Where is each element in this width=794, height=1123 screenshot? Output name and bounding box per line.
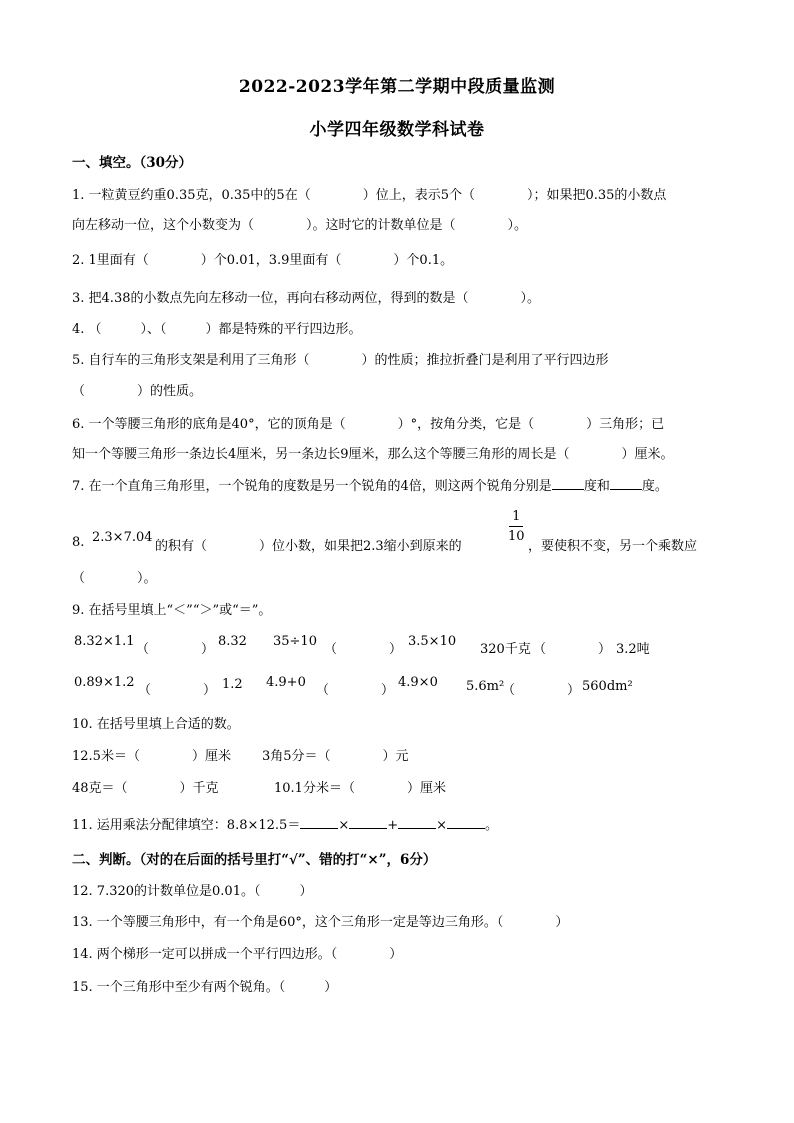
answer-blank[interactable] [398,816,436,829]
question-7-end: 度。 [641,479,668,494]
compare-4-left: 0.89×1.2 [74,675,135,690]
compare-6-blank[interactable]: （ ） [502,683,581,698]
answer-blank[interactable] [552,477,584,490]
question-1-line-1: 1. 一粒黄豆约重0.35克，0.35中的5在（ ）位上，表示5个（ ）；如果把0.35的小数点 [72,188,667,203]
question-7-mid: 度和 [583,479,610,494]
compare-6-left: 5.6m² [466,679,505,694]
question-6-line-1: 6. 一个等腰三角形的底角是40°，它的顶角是（ ）°，按角分类，它是（ ）三角形；已 [72,417,665,432]
question-10: 10. 在括号里填上合适的数。 [72,717,240,732]
question-12: 12. 7.320的计数单位是0.01。（ ） [72,884,313,899]
conversion-decimeters[interactable]: 10.1分米＝（ ）厘米 [274,781,446,796]
question-11 [72,814,498,833]
compare-2-right: 3.5×10 [408,634,457,649]
compare-4-right: 1.2 [222,677,243,692]
compare-3-right: 3.2吨 [616,642,650,657]
times-sign: × [338,818,350,833]
period: 。 [485,818,499,833]
fraction-denominator: 10 [508,529,525,544]
question-3: 3. 把4.38的小数点先向左移动一位，再向右移动两位，得到的数是（ ）。 [72,291,540,306]
question-5-line-2: （ ）的性质。 [72,384,203,399]
fraction-numerator: 1 [512,509,521,524]
plus-sign: + [387,818,399,833]
fraction-bar [509,526,523,527]
compare-2-blank[interactable]: （ ） [324,642,403,657]
question-15: 15. 一个三角形中至少有两个锐角。（ ） [72,980,338,995]
compare-5-left: 4.9+0 [266,675,306,690]
question-8-line-2: （ ）。 [72,571,157,586]
compare-5-blank[interactable]: （ ） [316,683,395,698]
compare-1-blank[interactable]: （ ） [136,642,215,657]
question-8-text-b: ，要使积不变，另一个乘数应 [528,539,698,554]
compare-4-blank[interactable]: （ ） [138,683,217,698]
times-sign: × [436,818,448,833]
conversion-jiao[interactable]: 3角5分＝（ ）元 [262,749,409,764]
compare-1-right: 8.32 [218,634,247,649]
question-6-line-2: 知一个等腰三角形一条边长4厘米，另一条边长9厘米，那么这个等腰三角形的周长是（ ）厘米。 [72,447,674,462]
answer-blank[interactable] [349,816,387,829]
compare-3-left: 320千克 [480,642,531,657]
answer-blank[interactable] [610,477,642,490]
question-7-text: 7. 在一个直角三角形里，一个锐角的度数是另一个锐角的4倍，则这两个锐角分别是 [72,479,552,494]
question-5-line-1: 5. 自行车的三角形支架是利用了三角形（ ）的性质；推拉折叠门是利用了平行四边形 [72,353,609,368]
conversion-meters[interactable]: 12.5米＝（ ）厘米 [72,749,231,764]
question-4: 4. （ ）、（ ）都是特殊的平行四边形。 [72,322,362,337]
exam-title: 2022-2023学年第二学期中段质量监测 [238,77,556,97]
question-7 [72,475,668,494]
compare-3-blank[interactable]: （ ） [533,642,612,657]
question-9: 9. 在括号里填上“＜”“＞”或“＝”。 [72,603,272,618]
question-8-expression: 2.3×7.04 [92,530,153,545]
question-8-number: 8. [72,535,85,550]
exam-subtitle: 小学四年级数学科试卷 [309,120,485,140]
question-13: 13. 一个等腰三角形中，有一个角是60°，这个三角形一定是等边三角形。（ ） [72,915,569,930]
question-8-text-a: 的积有（ ）位小数，如果把2.3缩小到原来的 [155,539,462,554]
conversion-grams[interactable]: 48克＝（ ）千克 [72,781,219,796]
answer-blank[interactable] [300,816,338,829]
compare-2-left: 35÷10 [273,634,317,649]
question-14: 14. 两个梯形一定可以拼成一个平行四边形。（ ） [72,947,403,962]
answer-blank[interactable] [447,816,485,829]
compare-5-right: 4.9×0 [398,675,438,690]
question-1-line-2: 向左移动一位，这个小数变为（ ）。这时它的计数单位是（ ）。 [72,218,528,233]
compare-1-left: 8.32×1.1 [74,634,135,649]
section-fill-in-heading: 一、填空。（30分） [72,155,193,171]
question-11-text: 11. 运用乘法分配律填空：8.8×12.5＝ [72,818,301,833]
compare-6-right: 560dm² [582,679,633,694]
section-judgment-heading: 二、判断。（对的在后面的括号里打“√”、错的打“×”，6分） [72,852,437,868]
fraction-one-tenth [508,509,525,544]
question-2: 2. 1里面有（ ）个0.01，3.9里面有（ ）个0.1。 [72,253,454,268]
